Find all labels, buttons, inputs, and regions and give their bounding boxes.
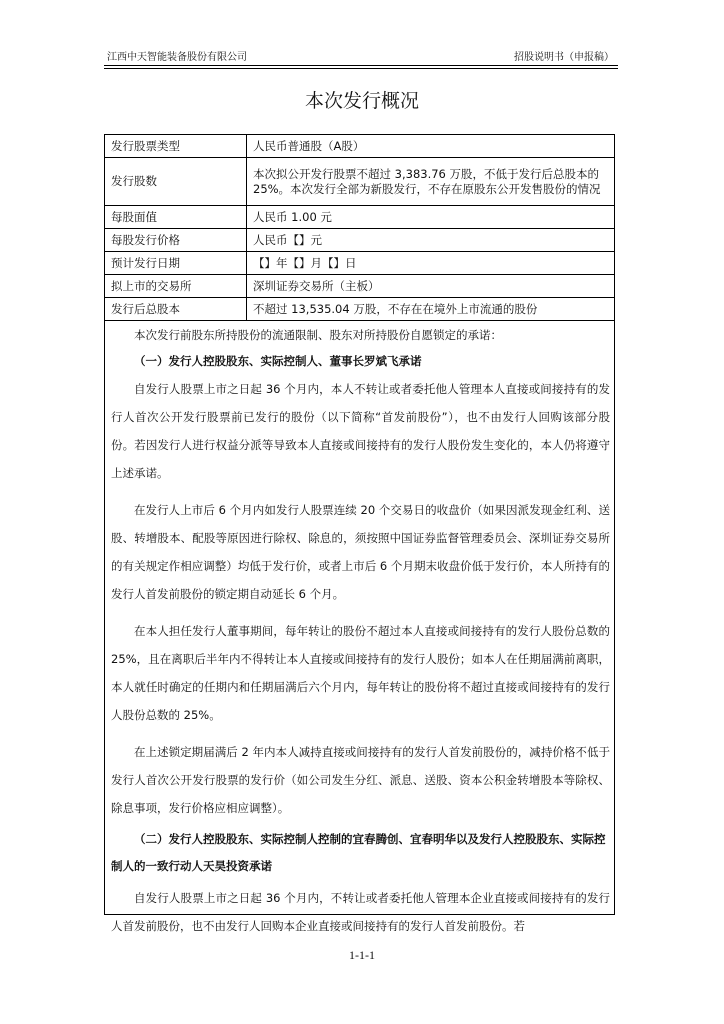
page-header: [104, 51, 618, 65]
lockup-commitments: [105, 323, 614, 940]
row-label: 每股发行价格: [105, 229, 247, 252]
paragraph: 自发行人股票上市之日起 36 个月内，本人不转让或者委托他人管理本人直接或间接持有的发行人首次公开发行股票前已发行的股份（以下简称“首发前股份”），也不由发行人回购该部分股份。若因发行人进行权益分派等导致本人直接或间接持有的发行人股份发生变化的，本人仍将遵守上述承诺。: [111, 382, 610, 480]
row-label: 预计发行日期: [105, 252, 247, 275]
page-title: 本次发行概况: [304, 90, 419, 112]
header-company: 江西中天智能装备股份有限公司: [107, 52, 247, 63]
paragraph: 在上述锁定期届满后 2 年内本人减持直接或间接持有的发行人首发前股份的，减持价格不低于发行人首次公开发行股票的发行价（如公司发生分红、派息、送股、资本公积金转增股本等除权、除息事项，发行价格应相应调整）。: [111, 745, 610, 815]
paragraph: 在发行人上市后 6 个月内如发行人股票连续 20 个交易日的收盘价（如果因派发现金红利、送股、转增股本、配股等原因进行除权、除息的，须按照中国证券监督管理委员会、深圳证券交易所的有关规定作相应调整）均低于发行价，或者上市后 6 个月期末收盘价低于发行价，本人所持有的发行人首发前股份的锁定期自动延长 6 个月。: [111, 503, 610, 601]
row-value: 本次拟公开发行股票不超过 3,383.76 万股，不低于发行后总股本的 25%。本次发行全部为新股发行，不存在原股东公开发售股份的情况: [247, 158, 615, 206]
row-value: 人民币普通股（A股）: [247, 135, 615, 158]
row-value: 人民币【】元: [247, 229, 615, 252]
table-row: [105, 206, 614, 229]
page-number: 1-1-1: [349, 948, 375, 962]
row-value: 【】年【】月【】日: [247, 252, 615, 275]
paragraph: 在本人担任发行人董事期间，每年转让的股份不超过本人直接或间接持有的发行人股份总数的 25%，且在离职后半年内不得转让本人直接或间接持有的发行人股份；如本人在任期届满前离职，本人就任时确定的任期内和任期届满后六个月内，每年转让的股份将不超过直接或间接持有的发行人股份总数的 25%。: [111, 624, 610, 722]
row-value: 不超过 13,535.04 万股，不存在在境外上市流通的股份: [247, 298, 615, 321]
row-value: 深圳证券交易所（主板）: [247, 275, 615, 298]
intro-text: 本次发行前股东所持股份的流通限制、股东对所持股份自愿锁定的承诺：: [134, 328, 502, 342]
table-row: [105, 275, 614, 298]
table-row: [105, 135, 614, 158]
content-frame: [104, 134, 615, 933]
row-label: 发行股票类型: [105, 135, 247, 158]
row-label: 发行股数: [105, 158, 247, 206]
table-row: [105, 252, 614, 275]
table-row: [105, 229, 614, 252]
header-rule-thin: [104, 68, 618, 69]
offering-overview-table: [105, 135, 614, 321]
table-row: [105, 298, 614, 321]
row-label: 发行后总股本: [105, 298, 247, 321]
header-rule-thick: [104, 65, 618, 66]
header-doc-type: 招股说明书（申报稿）: [514, 52, 614, 63]
row-value: 人民币 1.00 元: [247, 206, 615, 229]
row-label: 每股面值: [105, 206, 247, 229]
section-heading: （二）发行人控股股东、实际控制人控制的宜春腾创、宜春明华以及发行人控股股东、实际控制人的一致行动人天昊投资承诺: [111, 832, 606, 873]
section-heading: （一）发行人控股股东、实际控制人、董事长罗斌飞承诺: [134, 354, 422, 368]
paragraph: 自发行人股票上市之日起 36 个月内，不转让或者委托他人管理本企业直接或间接持有的发行人首发前股份，也不由发行人回购本企业直接或间接持有的发行人首发前股份。若: [111, 891, 610, 933]
table-row: [105, 158, 614, 206]
row-label: 拟上市的交易所: [105, 275, 247, 298]
